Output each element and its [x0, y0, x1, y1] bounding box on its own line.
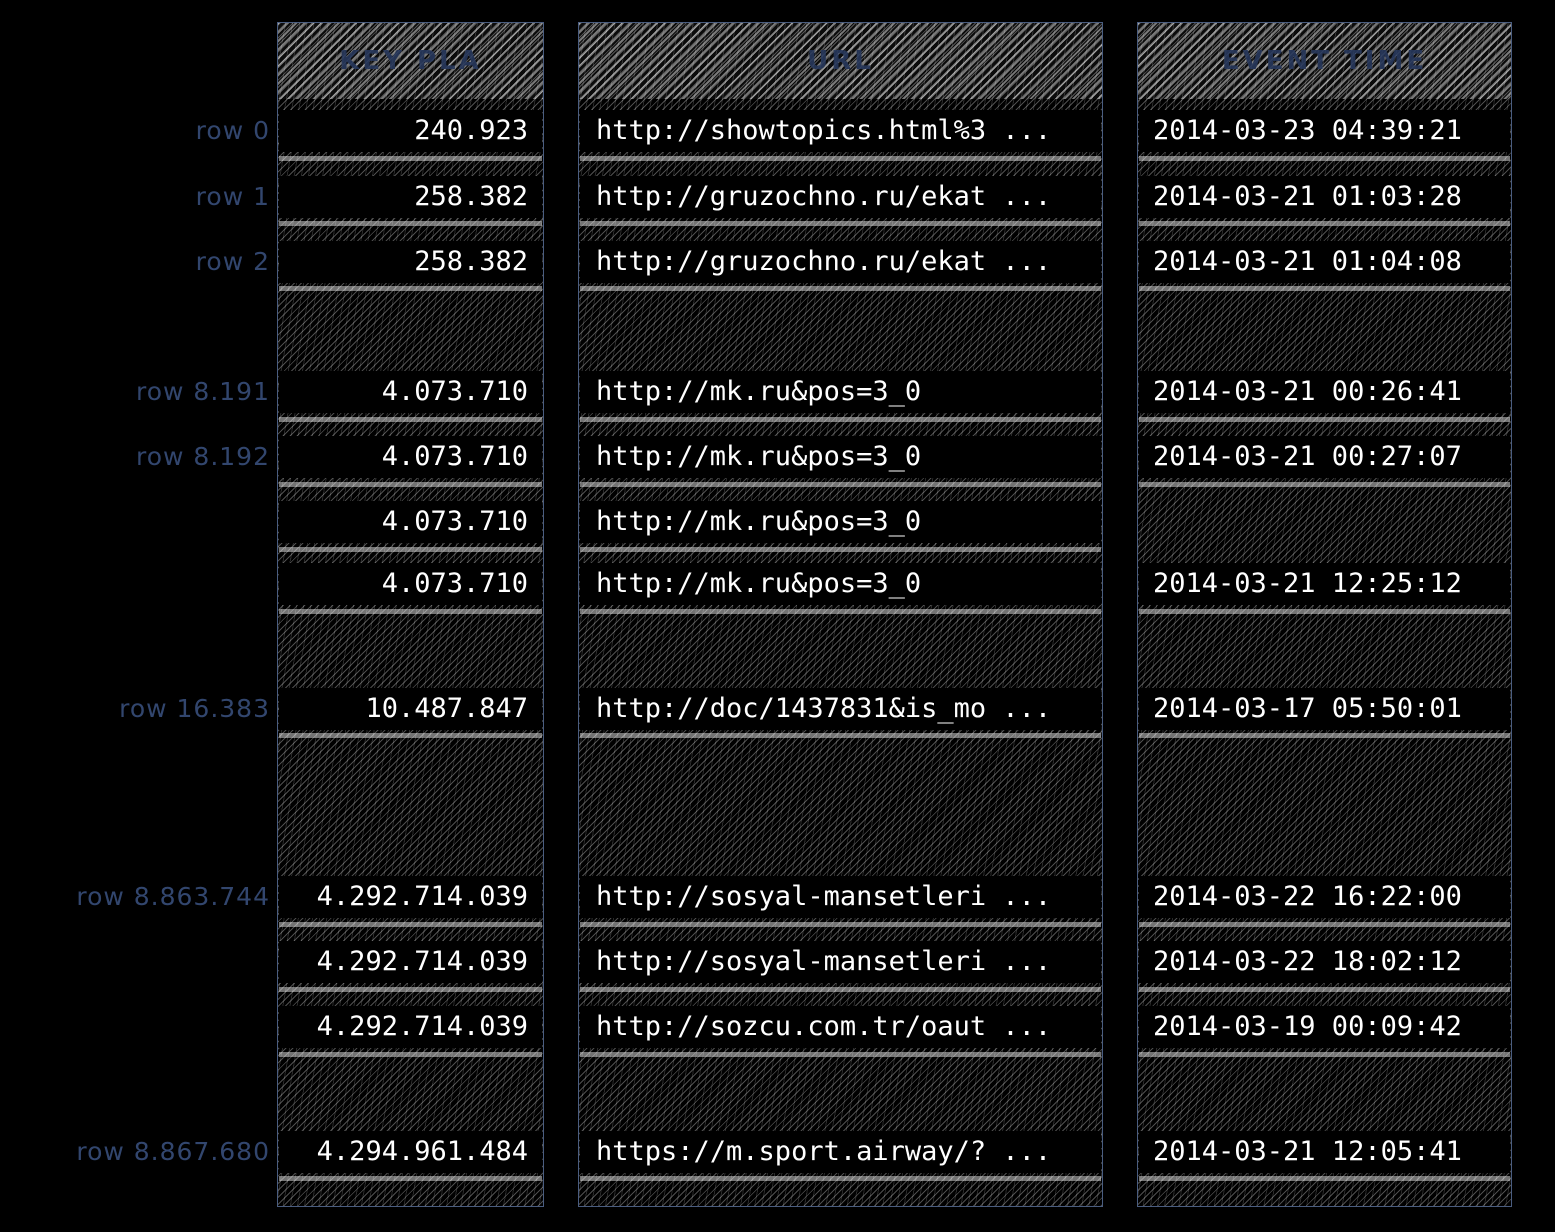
- cell-key: 4.073.710: [279, 501, 542, 543]
- row-separator: [580, 733, 1101, 738]
- row-separator: [279, 221, 542, 226]
- cell-key: 4.294.961.484: [279, 1131, 542, 1173]
- row-separator: [279, 156, 542, 161]
- row-separator: [279, 1052, 542, 1057]
- cell-event: 2014-03-21 00:26:41: [1139, 371, 1510, 413]
- row-separator: [279, 482, 542, 487]
- row-separator: [1139, 922, 1510, 927]
- row-separator: [279, 733, 542, 738]
- cell-key: 4.073.710: [279, 436, 542, 478]
- row-separator: [580, 482, 1101, 487]
- cell-url: http://gruzochno.ru/ekat ...: [580, 176, 1101, 218]
- cell-event: 2014-03-21 01:03:28: [1139, 176, 1510, 218]
- row-separator: [580, 1052, 1101, 1057]
- column-header-url: URL: [579, 23, 1102, 99]
- column-header-key: KEY PLA: [278, 23, 543, 99]
- cell-key: 10.487.847: [279, 688, 542, 730]
- row-label: row 2: [195, 247, 270, 276]
- row-separator: [580, 1176, 1101, 1181]
- cell-url: http://mk.ru&pos=3_0: [580, 436, 1101, 478]
- row-label: row 0: [195, 116, 270, 145]
- row-separator: [1139, 1052, 1510, 1057]
- row-separator: [1139, 609, 1510, 614]
- cell-event: 2014-03-23 04:39:21: [1139, 110, 1510, 152]
- cell-event: 2014-03-17 05:50:01: [1139, 688, 1510, 730]
- row-separator: [1139, 1176, 1510, 1181]
- row-separator: [279, 1176, 542, 1181]
- cell-url: http://mk.ru&pos=3_0: [580, 371, 1101, 413]
- row-label: row 8.192: [136, 442, 270, 471]
- row-separator: [580, 609, 1101, 614]
- cell-url: https://m.sport.airway/? ...: [580, 1131, 1101, 1173]
- cell-url: http://mk.ru&pos=3_0: [580, 501, 1101, 543]
- cell-key: 240.923: [279, 110, 542, 152]
- row-separator: [1139, 156, 1510, 161]
- row-separator: [279, 547, 542, 552]
- row-separator: [580, 417, 1101, 422]
- cell-event: 2014-03-22 18:02:12: [1139, 941, 1510, 983]
- row-label: row 8.191: [136, 377, 270, 406]
- row-separator: [1139, 482, 1510, 487]
- row-label: row 1: [195, 182, 270, 211]
- row-separator: [279, 987, 542, 992]
- column-header-event-time: EVENT TIME: [1138, 23, 1511, 99]
- row-label: row 8.863.744: [76, 882, 270, 911]
- row-separator: [580, 221, 1101, 226]
- cell-event: 2014-03-21 01:04:08: [1139, 241, 1510, 283]
- row-separator: [279, 417, 542, 422]
- cell-url: http://doc/1437831&is_mo ...: [580, 688, 1101, 730]
- row-label: row 16.383: [119, 694, 270, 723]
- cell-event: 2014-03-21 00:27:07: [1139, 436, 1510, 478]
- row-separator: [1139, 417, 1510, 422]
- cell-key: 4.292.714.039: [279, 941, 542, 983]
- cell-key: 4.292.714.039: [279, 876, 542, 918]
- cell-key: 4.292.714.039: [279, 1006, 542, 1048]
- cell-url: http://sozcu.com.tr/oaut ...: [580, 1006, 1101, 1048]
- row-separator: [279, 286, 542, 291]
- cell-key: 258.382: [279, 241, 542, 283]
- row-separator: [580, 922, 1101, 927]
- cell-url: http://gruzochno.ru/ekat ...: [580, 241, 1101, 283]
- cell-url: http://showtopics.html%3 ...: [580, 110, 1101, 152]
- cell-event: 2014-03-19 00:09:42: [1139, 1006, 1510, 1048]
- cell-url: http://sosyal-mansetleri ...: [580, 876, 1101, 918]
- row-separator: [580, 547, 1101, 552]
- cell-event: 2014-03-21 12:05:41: [1139, 1131, 1510, 1173]
- row-label: row 8.867.680: [76, 1137, 270, 1166]
- row-separator: [1139, 733, 1510, 738]
- cell-event: 2014-03-21 12:25:12: [1139, 563, 1510, 605]
- cell-key: 4.073.710: [279, 563, 542, 605]
- row-separator: [580, 987, 1101, 992]
- row-separator: [580, 156, 1101, 161]
- cell-key: 4.073.710: [279, 371, 542, 413]
- row-separator: [279, 609, 542, 614]
- row-separator: [1139, 987, 1510, 992]
- cell-event: 2014-03-22 16:22:00: [1139, 876, 1510, 918]
- row-separator: [1139, 221, 1510, 226]
- row-separator: [279, 922, 542, 927]
- cell-url: http://sosyal-mansetleri ...: [580, 941, 1101, 983]
- cell-url: http://mk.ru&pos=3_0: [580, 563, 1101, 605]
- row-separator: [580, 286, 1101, 291]
- row-separator: [1139, 286, 1510, 291]
- cell-key: 258.382: [279, 176, 542, 218]
